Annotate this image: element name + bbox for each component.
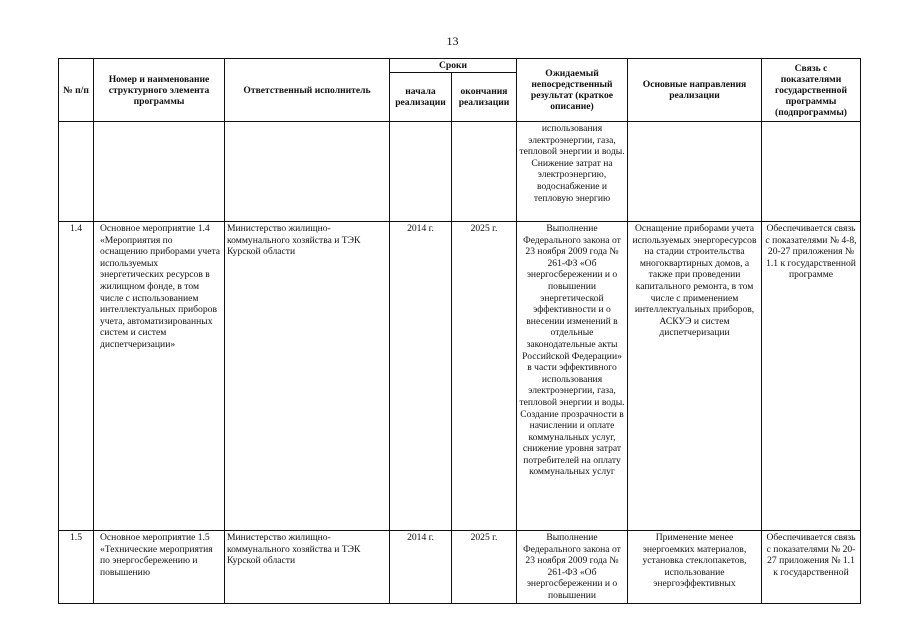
header-terms: Сроки <box>390 59 517 73</box>
header-result: Ожидаемый непосредственный результат (краткое описание) <box>517 59 628 122</box>
cell-num: 1.4 <box>59 222 94 531</box>
header-element: Номер и наименование структурного элемента программы <box>94 59 225 122</box>
cell-start <box>390 122 452 222</box>
header-num: № п/п <box>59 59 94 122</box>
cell-num <box>59 122 94 222</box>
cell-link: Обеспечивается связь с показателями № 4-8, 20-27 приложения № 1.1 к государственной программе <box>762 222 861 531</box>
header-executor: Ответственный исполнитель <box>225 59 390 122</box>
cell-result: использования электроэнергии, газа, тепловой энергии и воды. Снижение затрат на электроэнергию, водоснабжение и тепловую энергию <box>517 122 628 222</box>
cell-element: Основное мероприятие 1.4 «Мероприятия по оснащению приборами учета используемых энергетических ресурсов в жилищном фонде, в том числе с использованием интеллектуальных приборов учета, автоматизированных систем и систем диспетчеризации» <box>94 222 225 531</box>
cell-element <box>94 122 225 222</box>
cell-executor: Министерство жилищно-коммунального хозяйства и ТЭК Курской области <box>225 531 390 604</box>
header-start: начала реализации <box>390 73 452 122</box>
header-link: Связь с показателями государственной программы (подпрограммы) <box>762 59 861 122</box>
cell-executor <box>225 122 390 222</box>
table-row <box>59 122 861 222</box>
cell-start: 2014 г. <box>390 531 452 604</box>
cell-link <box>762 122 861 222</box>
cell-end <box>452 122 517 222</box>
cell-result: Выполнение Федерального закона от 23 ноября 2009 года № 261-ФЗ «Об энергосбережении и о повышении <box>517 531 628 604</box>
cell-executor: Министерство жилищно-коммунального хозяйства и ТЭК Курской области <box>225 222 390 531</box>
table-row <box>59 531 861 604</box>
header-end: окончания реализации <box>452 73 517 122</box>
cell-start: 2014 г. <box>390 222 452 531</box>
cell-link: Обеспечивается связь с показателями № 20-27 приложения № 1.1 к государственной <box>762 531 861 604</box>
cell-directions: Применение менее энергоемких материалов, установка стеклопакетов, использование энергоэффективных <box>628 531 762 604</box>
program-table <box>58 58 861 604</box>
header-directions: Основные направления реализации <box>628 59 762 122</box>
cell-result: Выполнение Федерального закона от 23 ноября 2009 года № 261-ФЗ «Об энергосбережении и о повышении энергетической эффективности и о внесении изменений в отдельные законодательные акты Российской Федерации» в части эффективного использования электроэнергии, газа, тепловой энергии и воды. Создание прозрачности в начислении и оплате коммунальных услуг, снижение уровня затрат потребителей на оплату коммунальных услуг <box>517 222 628 531</box>
page-number: 13 <box>446 34 459 48</box>
table-row <box>59 222 861 531</box>
cell-directions <box>628 122 762 222</box>
cell-end: 2025 г. <box>452 531 517 604</box>
cell-directions: Оснащение приборами учета используемых энергоресурсов на стадии строительства многоквартирных домов, а также при проведении капитального ремонта, в том числе с применением интеллектуальных приборов, АСКУЭ и систем диспетчеризации <box>628 222 762 531</box>
cell-element: Основное мероприятие 1.5 «Технические мероприятия по энергосбережению и повышению <box>94 531 225 604</box>
cell-end: 2025 г. <box>452 222 517 531</box>
cell-num: 1.5 <box>59 531 94 604</box>
